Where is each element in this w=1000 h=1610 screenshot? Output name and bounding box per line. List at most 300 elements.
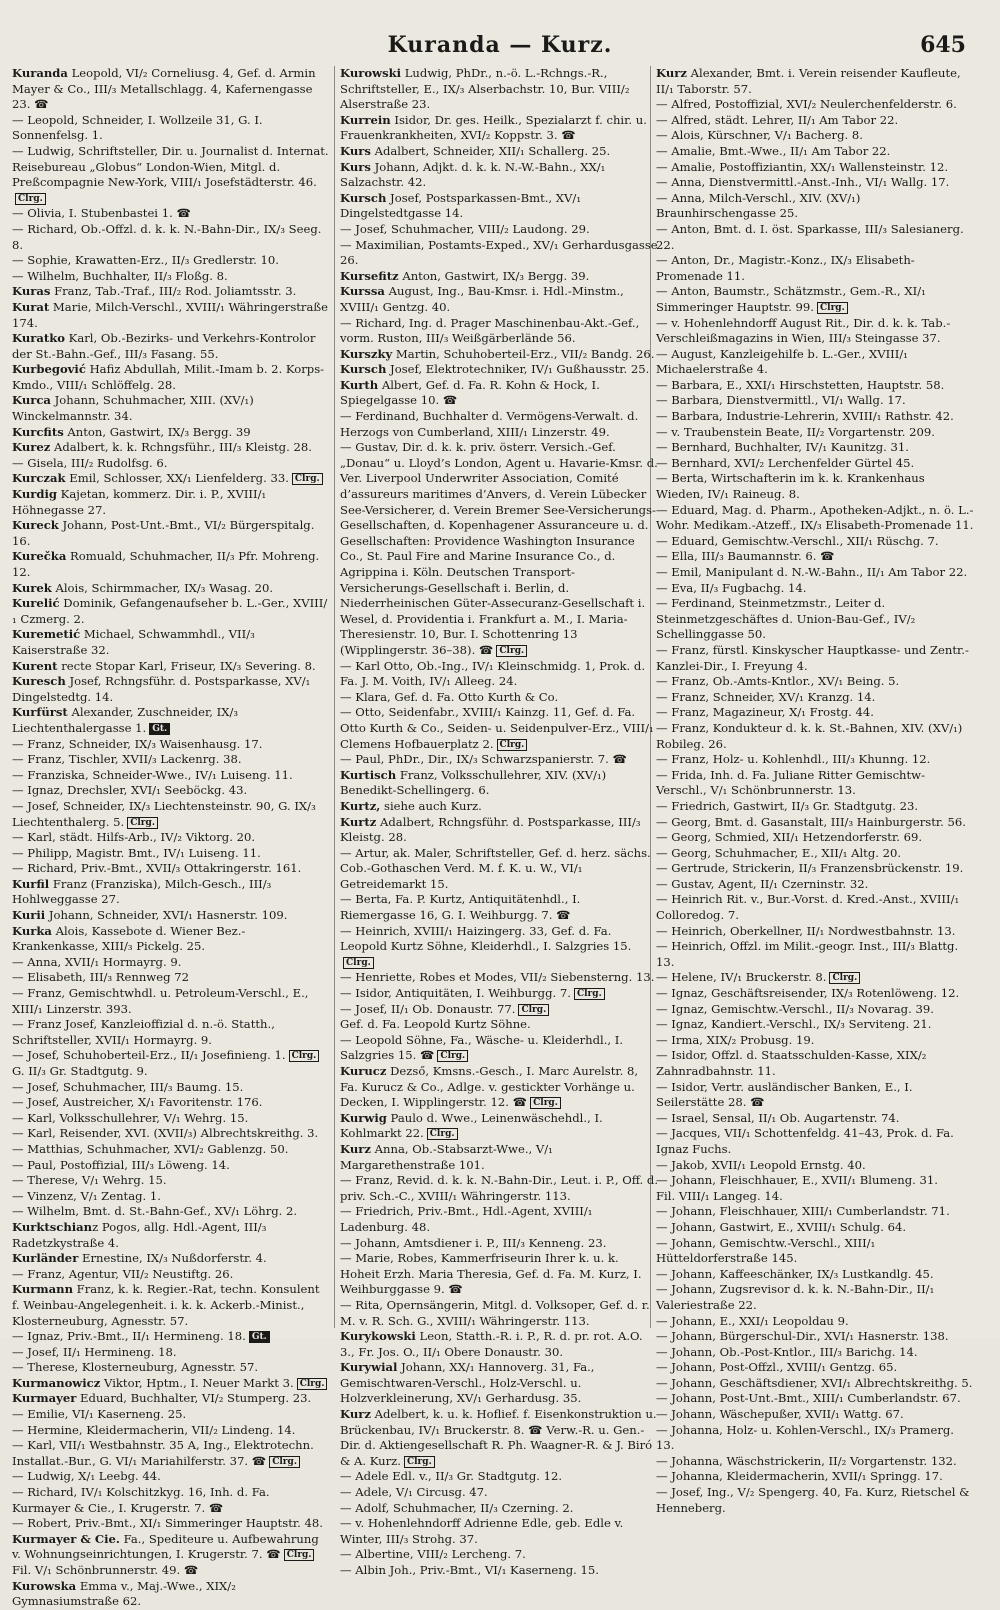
entry-text: — Josef, Ing., V/₂ Spengerg. 40, Fa. Kurz, Rietschel & Henneberg. <box>656 1485 970 1515</box>
entry-surname: Kurowski <box>340 66 402 80</box>
directory-entry <box>656 596 974 643</box>
entry-text: — Emilie, VI/₁ Kaserneng. 25. <box>12 1407 187 1422</box>
directory-entry <box>656 175 974 191</box>
entry-text: — Henriette, Robes et Modes, VII/₂ Siebensterng. 13. <box>340 970 655 985</box>
directory-entry <box>340 924 658 971</box>
entry-surname: Kurs <box>340 143 371 158</box>
entry-text: — Heinrich, Oberkellner, II/₁ Nordwestbahnstr. 13. <box>656 923 956 938</box>
entry-surname: Kurečka <box>12 549 67 564</box>
directory-entry <box>340 1064 658 1111</box>
entry-text: — Josef, Austreicher, X/₁ Favoritenstr. 176. <box>12 1095 263 1110</box>
telephone-badge: Clrg. <box>437 1050 468 1062</box>
directory-entry <box>12 1126 330 1142</box>
entry-text: — Josef, II/₁ Hermineng. 18. <box>12 1344 177 1359</box>
directory-entry <box>656 1423 974 1454</box>
directory-entry <box>340 222 658 238</box>
entry-surname: Kurdig <box>12 487 57 502</box>
entry-text: Isidor, Dr. ges. Heilk., Spezialarzt f. chir. u. Frauenkrankheiten, XVI/₂ Koppstr. 3. ☎ <box>340 112 647 143</box>
telephone-badge: Clrg. <box>292 473 323 485</box>
entry-text: Kajetan, kommerz. Dir. i. P., XVIII/₁ Höhnegasse 27. <box>12 487 267 517</box>
entry-surname: Kurs <box>340 159 371 174</box>
entry-text: — Adele Edl. v., II/₃ Gr. Stadtgutg. 12. <box>340 1469 563 1484</box>
entry-text: — Franz, Ob.-Amts-Kntlor., XV/₁ Being. 5. <box>656 674 900 689</box>
entry-text: — Ferdinand, Steinmetzmstr., Leiter d. Steinmetzgeschäftes d. Union-Bau-Gef., IV/₂ Schellinggasse 50. <box>656 596 916 642</box>
directory-entry <box>12 66 330 113</box>
directory-entry <box>340 1563 658 1579</box>
entry-text: Emma v., Maj.-Wwe., XIX/₂ Gymnasiumstraße 62. <box>12 1578 236 1609</box>
directory-entry <box>12 1407 330 1423</box>
directory-entry <box>12 737 330 753</box>
directory-entry <box>656 986 974 1002</box>
directory-entry <box>656 378 974 394</box>
entry-text: Hafiz Abdullah, Milit.-Imam b. 2. Korps-Kmdo., VIII/₁ Schlöffelg. 28. <box>12 362 325 392</box>
directory-entry <box>656 425 974 441</box>
directory-entry <box>656 222 974 253</box>
entry-surname: Kursch <box>340 190 387 205</box>
telephone-badge: Clrg. <box>343 957 374 969</box>
directory-entry <box>656 1407 974 1423</box>
directory-entry <box>656 97 974 113</box>
entry-text: Romuald, Schuhmacher, II/₃ Pfr. Mohreng. 12. <box>12 549 320 579</box>
entry-surname: Kurtz, <box>340 798 381 813</box>
entry-text: — Anton, Dr., Magistr.-Konz., IX/₃ Elisabeth-Promenade 11. <box>656 253 915 283</box>
directory-entry <box>12 846 330 862</box>
entry-text: — Georg, Schmied, XII/₁ Hetzendorferstr. 69. <box>656 830 923 845</box>
directory-entry <box>340 409 658 440</box>
telephone-badge: Clrg. <box>297 1378 328 1390</box>
directory-entry <box>656 1267 974 1283</box>
entry-text: — Ignaz, Kandiert.-Verschl., IX/₃ Serviteng. 21. <box>656 1017 932 1032</box>
entry-text: — Isidor, Antiquitäten, I. Weihburgg. 7. <box>340 986 571 1001</box>
entry-text: Adalbert, k. k. Rchngsführ., III/₃ Kleistg. 28. <box>50 440 312 455</box>
entry-text: Fa., Spediteure u. Aufbewahrung v. Wohnungseinrichtungen, I. Krugerstr. 7. ☎ <box>12 1531 319 1562</box>
directory-entry <box>12 1095 330 1111</box>
directory-entry <box>656 409 974 425</box>
entry-text: Alexander, Zuschneider, IX/₃ Liechtenthalergasse 1. <box>12 705 239 735</box>
entry-text: — Johann, Gemischtw.-Verschl., XIII/₁ Hütteldorferstraße 145. <box>656 1235 876 1266</box>
entry-text: recte Stopar Karl, Friseur, IX/₃ Severing. 8. <box>57 658 316 673</box>
telephone-badge: Clrg. <box>497 739 528 751</box>
directory-entry <box>656 534 974 550</box>
directory-entry <box>656 284 974 315</box>
directory-entry <box>12 1391 330 1407</box>
directory-entry <box>340 1501 658 1517</box>
entry-surname: Kuresch <box>12 674 66 689</box>
entry-text: Leon, Statth.-R. i. P., R. d. pr. rot. A.O. 3., Fr. Jos. O., II/₁ Obere Donaustr. 30. <box>340 1329 643 1359</box>
directory-entry <box>12 986 330 1017</box>
entry-text: Johann, XX/₁ Hannoverg. 31, Fa., Gemischtwaren-Verschl., Holz-Verschl. u. Holzverkleinerung, XV/₁ Gerhardusg. 35. <box>340 1360 595 1406</box>
entry-text: — Franz, Agentur, VII/₂ Neustiftg. 26. <box>12 1266 234 1281</box>
entry-text: — Karl, städt. Hilfs-Arb., IV/₂ Viktorg. 20. <box>12 830 256 845</box>
entry-surname: Kurka <box>12 923 52 938</box>
directory-entry <box>12 783 330 799</box>
entry-text: — Friedrich, Gastwirt, II/₃ Gr. Stadtgutg. 23. <box>656 798 919 813</box>
entry-text: August, Ing., Bau-Kmsr. i. Hdl.-Minstm., XVIII/₁ Gentzg. 40. <box>340 284 624 314</box>
directory-entry <box>12 471 330 487</box>
directory-entry <box>656 830 974 846</box>
directory-entry <box>340 768 658 799</box>
directory-entry <box>12 1563 330 1579</box>
entry-text: — Isidor, Offzl. d. Staatsschulden-Kasse, XIX/₂ Zahnradbahnstr. 11. <box>656 1048 927 1078</box>
entry-text: — Karl, Reisender, XVI. (XVII/₃) Albrechtskreithg. 3. <box>12 1126 319 1141</box>
entry-text: Ernestine, IX/₃ Nußdorferstr. 4. <box>78 1251 267 1266</box>
entry-text: — Johann, Zugsrevisor d. k. k. N.-Bahn-Dir., II/₁ Valeriestraße 22. <box>656 1282 935 1312</box>
entry-text: — Philipp, Magistr. Bmt., IV/₁ Luiseng. 11. <box>12 845 261 860</box>
directory-entry <box>656 1469 974 1485</box>
entry-text: — v. Hohenlehndorff August Rit., Dir. d. k. k. Tab.-Verschleißmagazins in Wien, III/₃ Steingasse 37. <box>656 315 951 346</box>
directory-entry <box>12 393 330 424</box>
directory-entry <box>12 768 330 784</box>
directory-entry <box>12 659 330 675</box>
directory-entry <box>656 799 974 815</box>
directory-entry <box>12 206 330 222</box>
entry-text: — Anton, Bmt. d. I. öst. Sparkasse, III/₃ Salesianerg. 22. <box>656 221 964 252</box>
directory-entry <box>656 1126 974 1157</box>
directory-entry <box>656 1189 974 1205</box>
directory-entry <box>12 705 330 736</box>
directory-entry <box>340 705 658 752</box>
entry-surname: Kurfil <box>12 876 50 891</box>
directory-entry <box>12 1017 330 1048</box>
directory-entry <box>656 253 974 284</box>
entry-text: — Bernhard, Buchhalter, IV/₁ Kaunitzg. 31. <box>656 440 909 455</box>
directory-entry <box>656 1017 974 1033</box>
entry-text: — Wilhelm, Bmt. d. St.-Bahn-Gef., XV/₁ Löhrg. 2. <box>12 1204 298 1219</box>
directory-entry <box>12 144 330 206</box>
entry-text: Michael, Schwammhdl., VII/₃ Kaiserstraße 32. <box>12 627 255 657</box>
entry-text: Adelbert, k. u. k. Hoflief. f. Eisenkonstruktion u. Brückenbau, IV/₁ Bruckerstr. 8. ☎ Verw.-R. u. Gen.-Dir. d. Aktiengesellschaft R. Ph. Waagner-R. & J. Biró & A. Kurz. <box>340 1407 657 1468</box>
directory-entry <box>12 362 330 393</box>
directory-entry <box>12 1438 330 1469</box>
directory-entry <box>12 596 330 627</box>
entry-text: Johann, Post-Unt.-Bmt., VI/₂ Bürgerspitalg. 16. <box>12 518 315 548</box>
entry-text: — Sophie, Krawatten-Erz., II/₃ Gredlerstr. 10. <box>12 253 279 268</box>
entry-text: Marie, Milch-Verschl., XVIII/₁ Währingerstraße 174. <box>12 299 328 330</box>
directory-entry <box>656 970 974 986</box>
directory-entry <box>12 1111 330 1127</box>
column-1 <box>12 66 330 1609</box>
entry-text: — Franz, Revid. d. k. k. N.-Bahn-Dir., Leut. i. P., Off. d. priv. Sch.-C., XVIII/₁ Währingerstr. 113. <box>340 1173 659 1203</box>
directory-entry <box>656 144 974 160</box>
entry-text: — Ella, III/₃ Baumannstr. 6. ☎ <box>656 549 835 564</box>
directory-entry <box>340 1547 658 1563</box>
entry-text: — Israel, Sensal, II/₁ Ob. Augartenstr. 74. <box>656 1110 900 1125</box>
entry-text: Josef, Elektrotechniker, IV/₁ Gußhausstr. 25. <box>386 362 650 377</box>
directory-entry <box>12 300 330 331</box>
entry-text: — Emil, Manipulant d. N.-W.-Bahn., II/₁ Am Tabor 22. <box>656 565 968 579</box>
entry-text: Josef, Rchngsführ. d. Postsparkasse, XV/₁ Dingelstedtg. 14. <box>12 674 311 704</box>
directory-entry <box>656 191 974 222</box>
telephone-badge: Clrg. <box>530 1097 561 1109</box>
directory-entry <box>12 1267 330 1283</box>
directory-entry <box>656 815 974 831</box>
entry-text: — Johann, Post-Unt.-Bmt., XIII/₁ Cumberlandstr. 67. <box>656 1391 961 1406</box>
directory-entry <box>340 1298 658 1329</box>
directory-entry <box>340 1173 658 1204</box>
entry-text: — Paul, Postoffizial, III/₃ Löweng. 14. <box>12 1157 230 1172</box>
directory-entry <box>656 113 974 129</box>
entry-surname: Kurz <box>340 1407 371 1422</box>
directory-entry <box>12 1204 330 1220</box>
entry-text: — Johann, Ob.-Post-Kntlor., III/₃ Barichg. 14. <box>656 1344 918 1359</box>
directory-entry <box>656 1454 974 1470</box>
directory-entry <box>656 939 974 970</box>
entry-text: — Helene, IV/₁ Bruckerstr. 8. <box>656 970 827 985</box>
directory-entry <box>12 1282 330 1329</box>
directory-entry <box>656 1391 974 1407</box>
entry-text: Albert, Gef. d. Fa. R. Kohn & Hock, I. Spiegelgasse 10. ☎ <box>340 377 600 408</box>
directory-entry <box>12 1048 330 1064</box>
telephone-badge: Clrg. <box>289 1050 320 1062</box>
entry-text: — Gertrude, Strickerin, II/₃ Franzensbrückenstr. 19. <box>656 861 964 876</box>
entry-text: — Heinrich, Offzl. im Milit.-geogr. Inst., III/₃ Blattg. 13. <box>656 939 959 969</box>
directory-entry <box>656 503 974 534</box>
directory-entry <box>340 1204 658 1235</box>
directory-entry <box>656 674 974 690</box>
directory-entry <box>656 892 974 923</box>
entry-surname: Kuranda <box>12 66 68 80</box>
entry-text: Anton, Gastwirt, IX/₃ Bergg. 39 <box>63 424 251 439</box>
entry-text: — Anton, Baumstr., Schätzmstr., Gem.-R., XI/₁ Simmeringer Hauptstr. 99. <box>656 284 926 314</box>
directory-entry <box>340 378 658 409</box>
directory-entry <box>12 908 330 924</box>
entry-text: — Josef, Schuhoberteil-Erz., II/₁ Josefinieng. 1. <box>12 1048 286 1063</box>
directory-entry <box>340 1251 658 1298</box>
entry-text: — Franz, Schneider, IX/₃ Waisenhausg. 17. <box>12 736 263 751</box>
directory-entry <box>656 471 974 502</box>
directory-entry <box>12 1173 330 1189</box>
directory-entry <box>340 1033 658 1064</box>
entry-text: — Otto, Seidenfabr., XVIII/₁ Kainzg. 11, Gef. d. Fa. Otto Kurth & Co., Seiden- u. Seidenpulver-Erz., VIII/₁ Clemens Hofbauerplatz 2. <box>340 705 654 751</box>
entry-text: — Leopold, Schneider, I. Wollzeile 31, G. I. Sonnenfelsg. 1. <box>12 112 263 143</box>
directory-entry <box>656 861 974 877</box>
entry-surname: Kurfürst <box>12 705 68 720</box>
entry-text: — Alfred, städt. Lehrer, II/₁ Am Tabor 22. <box>656 112 899 127</box>
directory-entry <box>656 1173 974 1189</box>
entry-text: — Ignaz, Gemischtw.-Verschl., II/₃ Novarag. 39. <box>656 1001 934 1016</box>
directory-entry <box>12 830 330 846</box>
page-title: Kuranda — Kurz. <box>387 32 613 58</box>
telephone-badge: Clrg. <box>269 1456 300 1468</box>
entry-text: Anna, Ob.-Stabsarzt-Wwe., V/₁ Margarethenstraße 101. <box>340 1141 553 1172</box>
entry-text: — Johanna, Wäschstrickerin, II/₂ Vorgartenstr. 132. <box>656 1453 957 1468</box>
entry-surname: Kurmayer & Cie. <box>12 1531 120 1546</box>
directory-entry <box>12 1064 330 1080</box>
directory-entry <box>656 1314 974 1330</box>
entry-text: Viktor, Hptm., I. Neuer Markt 3. <box>100 1375 294 1390</box>
directory-entry <box>12 456 330 472</box>
directory-entry <box>12 1142 330 1158</box>
entry-text: — Karl, VII/₁ Westbahnstr. 35 A, Ing., Elektrotechn. Installat.-Bur., G. VI/₁ Mariahilferstr. 37. ☎ <box>12 1438 314 1468</box>
directory-entry <box>12 877 330 908</box>
entry-text: — Josef, Schneider, IX/₃ Liechtensteinstr. 90, G. IX/₃ Liechtenthalerg. 5. <box>12 798 316 829</box>
entry-surname: Kuremetić <box>12 627 81 642</box>
entry-text: — Vinzenz, V/₁ Zentag. 1. <box>12 1188 161 1203</box>
column-2 <box>340 66 659 1577</box>
directory-entry <box>340 815 658 846</box>
entry-text: — Franz, Schneider, XV/₁ Kranzg. 14. <box>656 689 876 704</box>
entry-text: Johann, Schneider, XVI/₁ Hasnerstr. 109. <box>45 908 288 923</box>
entry-text: — Johann, Kaffeeschänker, IX/₃ Lustkandlg. 45. <box>656 1266 934 1281</box>
entry-text: — Ignaz, Drechsler, XVI/₁ Seeböckg. 43. <box>12 783 248 798</box>
entry-text: — Johann, Amtsdiener i. P., III/₃ Kenneng. 23. <box>340 1235 607 1250</box>
directory-entry <box>340 752 658 768</box>
directory-entry <box>656 1033 974 1049</box>
entry-text: Franz (Franziska), Milch-Gesch., III/₃ Hohlweggasse 27. <box>12 876 272 907</box>
entry-text: — Leopold Söhne, Fa., Wäsche- u. Kleiderhdl., I. Salzgries 15. ☎ <box>340 1032 624 1063</box>
directory-entry <box>656 393 974 409</box>
entry-text: — v. Hohenlehndorff Adrienne Edle, geb. Edle v. Winter, III/₃ Strohg. 37. <box>340 1516 624 1546</box>
column-3 <box>656 66 974 1515</box>
directory-entry <box>12 1189 330 1205</box>
entry-text: Johann, Adjkt. d. k. k. N.-W.-Bahn., XX/₁ Salzachstr. 42. <box>340 159 606 190</box>
directory-entry <box>12 549 330 580</box>
directory-entry <box>12 331 330 362</box>
directory-entry <box>12 674 330 705</box>
entry-text: — Richard, Ob.-Offzl. d. k. k. N.-Bahn-Dir., IX/₃ Seeg. 8. <box>12 221 322 252</box>
directory-entry <box>656 1485 974 1516</box>
entry-text: Eduard, Buchhalter, VI/₂ Stumperg. 23. <box>76 1391 312 1406</box>
directory-entry <box>340 347 658 363</box>
directory-entry <box>12 1251 330 1267</box>
directory-entry <box>656 1080 974 1111</box>
telephone-badge: Clrg. <box>404 1456 435 1468</box>
directory-entry <box>12 1080 330 1096</box>
entry-text: — Maximilian, Postamts-Exped., XV/₁ Gerhardusgasse 26. <box>340 237 658 268</box>
entry-text: — Gisela, III/₂ Rudolfsg. 6. <box>12 455 168 470</box>
entry-text: — Anna, Dienstvermittl.-Anst.-Inh., VI/₁ Wallg. 17. <box>656 175 950 190</box>
entry-text: — Heinrich, XVIII/₁ Haizingerg. 33, Gef. d. Fa. Leopold Kurtz Söhne, Kleiderhdl., I. Salzgries 15. <box>340 923 632 954</box>
directory-entry <box>656 456 974 472</box>
entry-surname: Kurbegović <box>12 362 86 377</box>
entry-text: — Johann, Bürgerschul-Dir., XVI/₁ Hasnerstr. 138. <box>656 1329 949 1344</box>
entry-text: — Franz Josef, Kanzleioffizial d. n.-ö. Statth., Schriftsteller, XVII/₁ Hormayrg. 9. <box>12 1017 275 1047</box>
directory-entry <box>656 565 974 581</box>
directory-entry <box>12 113 330 144</box>
directory-entry <box>12 425 330 441</box>
entry-text: — Franz, Kondukteur d. k. k. St.-Bahnen, XIV. (XV/₁) Robileg. 26. <box>656 720 963 751</box>
directory-entry <box>12 440 330 456</box>
directory-entry <box>12 487 330 518</box>
entry-text: — Johann, Fleischhauer, XIII/₁ Cumberlandstr. 71. <box>656 1204 950 1219</box>
telephone-badge: Clrg. <box>127 817 158 829</box>
entry-text: — Franziska, Schneider-Wwe., IV/₁ Luiseng. 11. <box>12 767 293 782</box>
entry-text: — Alfred, Postoffizial, XVI/₂ Neulerchenfelderstr. 6. <box>656 97 957 112</box>
entry-text: — Jacques, VII/₁ Schottenfeldg. 41–43, Prok. d. Fa. Ignaz Fuchs. <box>656 1126 954 1156</box>
entry-text: — Eva, II/₃ Fugbachg. 14. <box>656 580 807 595</box>
entry-text: Josef, Postsparkassen-Bmt., XV/₁ Dingelstedtgasse 14. <box>340 190 581 221</box>
entry-text: — Josef, II/₁ Ob. Donaustr. 77. <box>340 1001 516 1016</box>
directory-entry <box>656 877 974 893</box>
directory-entry <box>656 347 974 378</box>
directory-entry <box>656 1236 974 1267</box>
entry-text: Ludwig, PhDr., n.-ö. L.-Rchngs.-R., Schriftsteller, E., IX/₃ Alserbachstr. 10, Bur. VIII/₂ Alserstraße 23. <box>340 66 630 112</box>
entry-text: Martin, Schuhoberteil-Erz., VII/₂ Bandg. 26. <box>392 346 655 361</box>
telephone-badge: Clrg. <box>284 1549 315 1561</box>
directory-entry <box>12 1532 330 1563</box>
entry-text: — Frida, Inh. d. Fa. Juliane Ritter Gemischtw-Verschl., V/₁ Schönbrunnerstr. 13. <box>656 767 926 798</box>
entry-text: Dominik, Gefangenaufseher b. L.-Ger., XVIII/₁ Czmerg. 2. <box>12 596 328 626</box>
entry-text: — Gustav, Dir. d. k. k. priv. österr. Versich.-Gef. „Donau“ u. Lloyd’s London, Agent u. Havarie-Kmsr. d. Ver. Liverpool Underwriter Association, Comité d’assureurs maritimes d’Anvers, d. Verein Lübecker See-Versicherer, d. Verein Bremer See-Versicherungs-Gesellschaften, d. Kopenhagener Assuranceure u. d. Gesellschaften: Providence Washington Insurance Co., St. Paul Fire and Marine Insurance Co., d. Agrippina i. Köln. Deutschen Transport-Versicherungs-Gesellschaft i. Berlin, d. Niederrheinischen Güter-Assecuranz-Gesellschaft i. Wesel, d. Providentia i. Frankfurt a. M., I. Maria-Theresienstr. 10, Bur. I. Schottenring 13 (Wipplingerstr. 36–38). ☎ <box>340 440 658 657</box>
entry-surname: Kurz <box>656 66 687 80</box>
entry-text: — Therese, V/₁ Wehrg. 15. <box>12 1173 167 1188</box>
directory-entry <box>12 269 330 285</box>
directory-entry <box>12 799 330 830</box>
entry-text: — Johann, Fleischhauer, E., XVII/₁ Blumeng. 31. <box>656 1173 938 1188</box>
directory-entry <box>12 1485 330 1516</box>
entry-text: — Richard, Priv.-Bmt., XVII/₃ Ottakringerstr. 161. <box>12 861 302 876</box>
entry-text: — Hermine, Kleidermacherin, VII/₂ Lindeng. 14. <box>12 1422 296 1437</box>
directory-entry <box>340 1360 658 1407</box>
directory-entry <box>656 705 974 721</box>
entry-text: Anton, Gastwirt, IX/₃ Bergg. 39. <box>398 268 590 283</box>
entry-text: G. II/₃ Gr. Stadtgutg. 9. <box>12 1064 148 1078</box>
entry-surname: Kurktschian <box>12 1219 93 1234</box>
directory-entry <box>340 846 658 893</box>
directory-entry <box>12 284 330 300</box>
entry-text: — Johann, Geschäftsdiener, XVI/₁ Albrechtskreithg. 5. <box>656 1375 973 1390</box>
entry-text: — Berta, Fa. P. Kurtz, Antiquitätenhdl., I. Riemergasse 16, G. I. Weihburgg. 7. ☎ <box>340 892 581 923</box>
entry-surname: Kurländer <box>12 1251 79 1266</box>
entry-text: siehe auch Kurz. <box>380 798 482 813</box>
entry-text: — Barbara, Dienstvermittl., VI/₁ Wallg. 17. <box>656 393 906 408</box>
directory-entry <box>340 160 658 191</box>
entry-surname: Kurtz <box>340 814 377 829</box>
directory-entry <box>656 1360 974 1376</box>
directory-entry <box>340 191 658 222</box>
directory-entry <box>12 518 330 549</box>
directory-entry <box>340 659 658 690</box>
entry-surname: Kurszky <box>340 346 393 361</box>
entry-text: — Johann, E., XXI/₁ Leopoldau 9. <box>656 1313 849 1328</box>
page-number: 645 <box>920 32 966 58</box>
entry-text: — Albertine, VIII/₂ Lercheng. 7. <box>340 1547 526 1562</box>
directory-entry <box>340 362 658 378</box>
directory-entry <box>12 1360 330 1376</box>
entry-text: — Franz, Gemischtwhdl. u. Petroleum-Verschl., E., XIII/₁ Linzerstr. 393. <box>12 986 309 1016</box>
entry-surname: Kurii <box>12 908 46 923</box>
entry-text: — August, Kanzleigehilfe b. L.-Ger., XVIII/₁ Michaelerstraße 4. <box>656 346 908 377</box>
directory-entry <box>12 1516 330 1532</box>
entry-text: Adalbert, Rchngsführ. d. Postsparkasse, III/₃ Kleistg. 28. <box>340 814 641 845</box>
directory-entry <box>12 1345 330 1361</box>
entry-text: — Isidor, Vertr. ausländischer Banken, E., I. Seilerstätte 28. ☎ <box>656 1079 913 1110</box>
entry-text: — Johann, Post-Offzl., XVIII/₁ Gentzg. 65. <box>656 1360 898 1375</box>
directory-entry <box>656 160 974 176</box>
entry-text: Adalbert, Schneider, XII/₁ Schallerg. 25. <box>370 143 611 158</box>
directory-entry <box>340 113 658 144</box>
directory-entry <box>12 924 330 955</box>
directory-entry <box>656 1376 974 1392</box>
entry-surname: Kurez <box>12 440 51 455</box>
entry-surname: Kurek <box>12 580 52 595</box>
entry-text: Franz, Volksschullehrer, XIV. (XV/₁) Benedikt-Schellingerg. 6. <box>340 767 607 798</box>
entry-text: — Ignaz, Priv.-Bmt., II/₁ Hermineng. 18. <box>12 1329 246 1344</box>
directory-entry <box>656 1048 974 1079</box>
directory-entry <box>340 1017 658 1033</box>
directory-entry <box>656 752 974 768</box>
directory-entry <box>12 581 330 597</box>
entry-surname: Kurykowski <box>340 1329 416 1344</box>
directory-entry <box>12 1158 330 1174</box>
directory-entry <box>340 1485 658 1501</box>
entry-surname: Kurat <box>12 299 50 314</box>
entry-surname: Kuras <box>12 284 51 299</box>
entry-text: — Karl Otto, Ob.-Ing., IV/₁ Kleinschmidg. 1, Prok. d. Fa. J. M. Voith, IV/₁ Alleeg. 24. <box>340 658 646 689</box>
telephone-badge: Gt. <box>249 1331 270 1343</box>
entry-text: — Adele, V/₁ Circusg. 47. <box>340 1485 488 1500</box>
directory-entry <box>656 1204 974 1220</box>
